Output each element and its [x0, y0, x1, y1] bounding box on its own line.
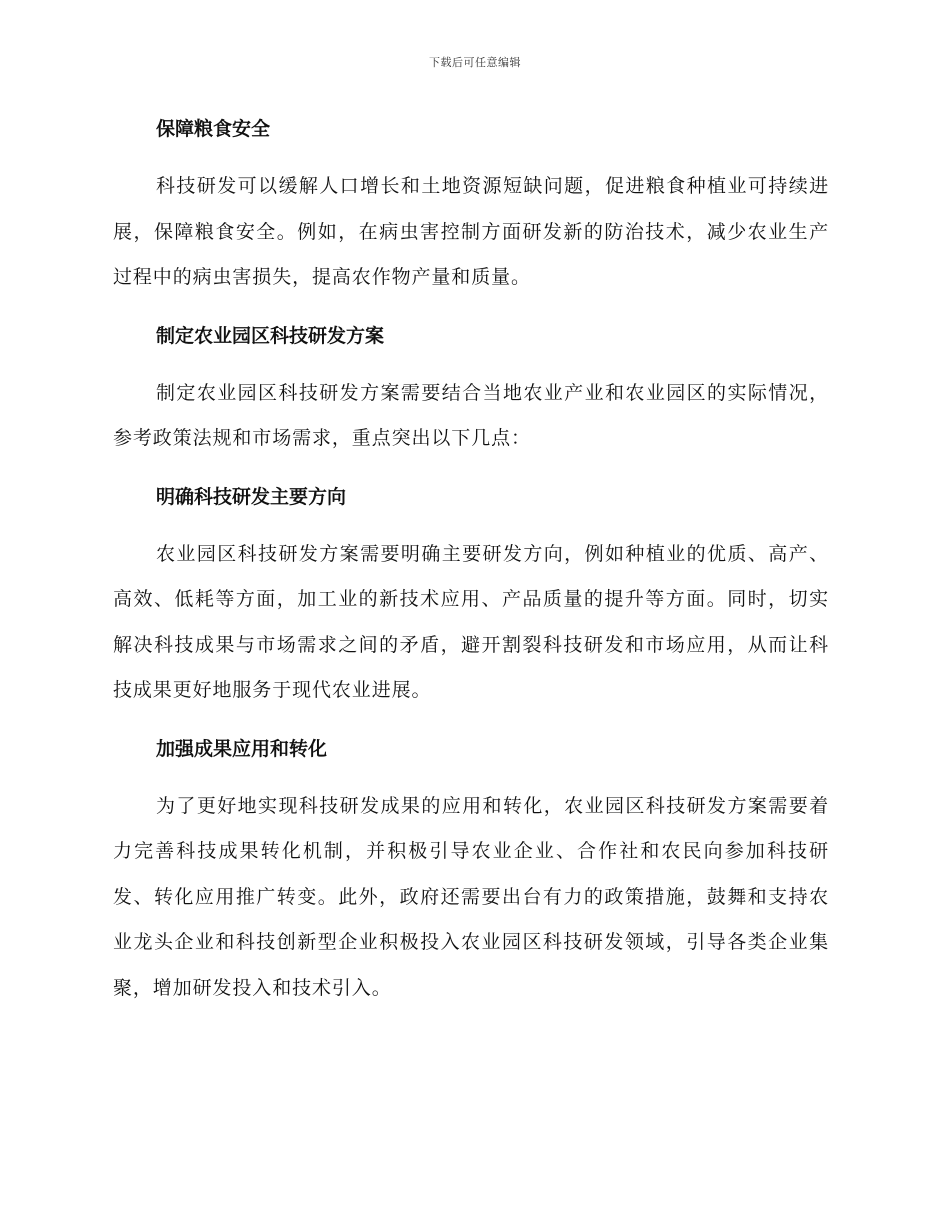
section-heading: 明确科技研发主要方向 — [156, 485, 347, 508]
page-header: 下载后可任意编辑 — [429, 56, 521, 69]
section-paragraph: 科技研发可以缓解人口增长和土地资源短缺问题，促进粮食种植业可持续进展，保障粮食安全。例如，在病虫害控制方面研发新的防治技术，减少农业生产过程中的病虫害损失，提高农作物产量和质量。 — [113, 175, 829, 288]
section-heading: 保障粮食安全 — [156, 118, 271, 140]
section-paragraph: 为了更好地实现科技研发成果的应用和转化，农业园区科技研发方案需要着力完善科技成果转化机制，并积极引导农业企业、合作社和农民向参加科技研发、转化应用推广转变。此外，政府还需要出台有力的政策措施，鼓舞和支持农业龙头企业和科技创新型企业积极投入农业园区科技研发领域，引导各类企业集聚，增加研发投入和技术引入。 — [113, 794, 829, 999]
section-paragraph: 制定农业园区科技研发方案需要结合当地农业产业和农业园区的实际情况，参考政策法规和市场需求，重点突出以下几点： — [113, 381, 829, 449]
section-heading: 加强成果应用和转化 — [156, 737, 328, 760]
document-body — [113, 106, 829, 1011]
section-heading: 制定农业园区科技研发方案 — [156, 324, 385, 347]
section-paragraph: 农业园区科技研发方案需要明确主要研发方向，例如种植业的优质、高产、高效、低耗等方面，加工业的新技术应用、产品质量的提升等方面。同时，切实解决科技成果与市场需求之间的矛盾，避开割裂科技研发和市场应用，从而让科技成果更好地服务于现代农业进展。 — [113, 542, 829, 701]
